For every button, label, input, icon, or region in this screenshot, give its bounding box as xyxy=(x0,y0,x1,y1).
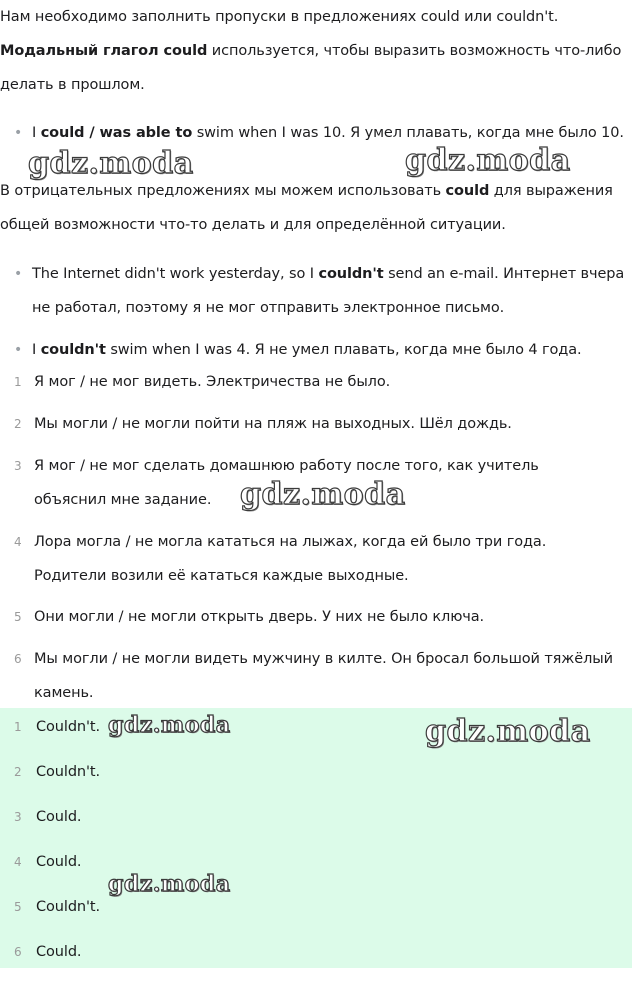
watermark: gdz.moda xyxy=(425,714,591,749)
intro-rest: используется, чтобы выразить возможность что-либо делать в прошлом. xyxy=(0,43,622,93)
task-number: 4 xyxy=(14,535,22,549)
example-couldnt-internet: • The Internet didn't work yesterday, so I couldn't send an e-mail. Интернет вчера не работал, поэтому я не мог отправить электронное письмо. xyxy=(14,257,632,325)
watermark: gdz.moda xyxy=(108,712,231,738)
answer-text: Couldn't. xyxy=(36,719,100,735)
task-number: 1 xyxy=(14,375,22,389)
answer-number: 2 xyxy=(14,765,22,779)
watermark: gdz.moda xyxy=(108,871,231,897)
example-could-bold: could / was able to xyxy=(40,125,193,141)
task-item xyxy=(0,600,628,634)
task-item xyxy=(0,525,628,593)
task-item xyxy=(0,365,628,399)
task-text: Лора могла / не могла кататься на лыжах, когда ей было три года. Родители возили её кататься каждые выходные. xyxy=(34,534,547,584)
answer-number: 4 xyxy=(14,855,22,869)
bullet-icon: • xyxy=(14,342,23,358)
answer-number: 3 xyxy=(14,810,22,824)
example-couldnt-bold: couldn't xyxy=(318,266,384,282)
answer-number: 1 xyxy=(14,720,22,734)
watermark: gdz.moda xyxy=(405,143,571,178)
task-text: Мы могли / не могли видеть мужчину в килте. Он бросал большой тяжёлый камень. xyxy=(34,651,613,701)
answer-text: Could. xyxy=(36,854,82,870)
task-number: 6 xyxy=(14,652,22,666)
answer-text: Could. xyxy=(36,944,82,960)
task-text: Я мог / не мог видеть. Электричества не было. xyxy=(34,374,391,390)
answer-text: Could. xyxy=(36,809,82,825)
bullet-icon: • xyxy=(14,125,23,141)
example-couldnt-swim: • I couldn't swim when I was 4. Я не умел плавать, когда мне было 4 года. xyxy=(14,333,632,367)
task-text: Я мог / не мог сделать домашнюю работу после того, как учитель объяснил мне задание. xyxy=(34,458,539,508)
example-couldnt-swim-bold: couldn't xyxy=(40,342,106,358)
answer-text: Couldn't. xyxy=(36,764,100,780)
example-could: • I could / was able to swim when I was 10. Я умел плавать, когда мне было 10. xyxy=(14,116,632,150)
watermark: gdz.moda xyxy=(240,477,406,512)
answer-number: 6 xyxy=(14,945,22,959)
watermark: gdz.moda xyxy=(28,146,194,181)
intro-paragraph xyxy=(0,0,628,102)
task-text: Мы могли / не могли пойти на пляж на выходных. Шёл дождь. xyxy=(34,416,512,432)
task-text: Они могли / не могли открыть дверь. У них не было ключа. xyxy=(34,609,485,625)
answer-text: Couldn't. xyxy=(36,899,100,915)
answer-number: 5 xyxy=(14,900,22,914)
negative-rule-paragraph: В отрицательных предложениях мы можем использовать could для выражения общей возможности что-то делать и для определённой ситуации. xyxy=(0,183,613,233)
intro-line-1: Нам необходимо заполнить пропуски в предложениях could или couldn't. xyxy=(0,9,559,25)
task-number: 5 xyxy=(14,610,22,624)
task-item xyxy=(0,642,628,710)
intro-bold: Модальный глагол could xyxy=(0,43,208,59)
bullet-icon: • xyxy=(14,266,23,282)
negative-rule-bold: could xyxy=(445,183,490,199)
task-number: 2 xyxy=(14,417,22,431)
task-item xyxy=(0,407,628,441)
task-number: 3 xyxy=(14,459,22,473)
